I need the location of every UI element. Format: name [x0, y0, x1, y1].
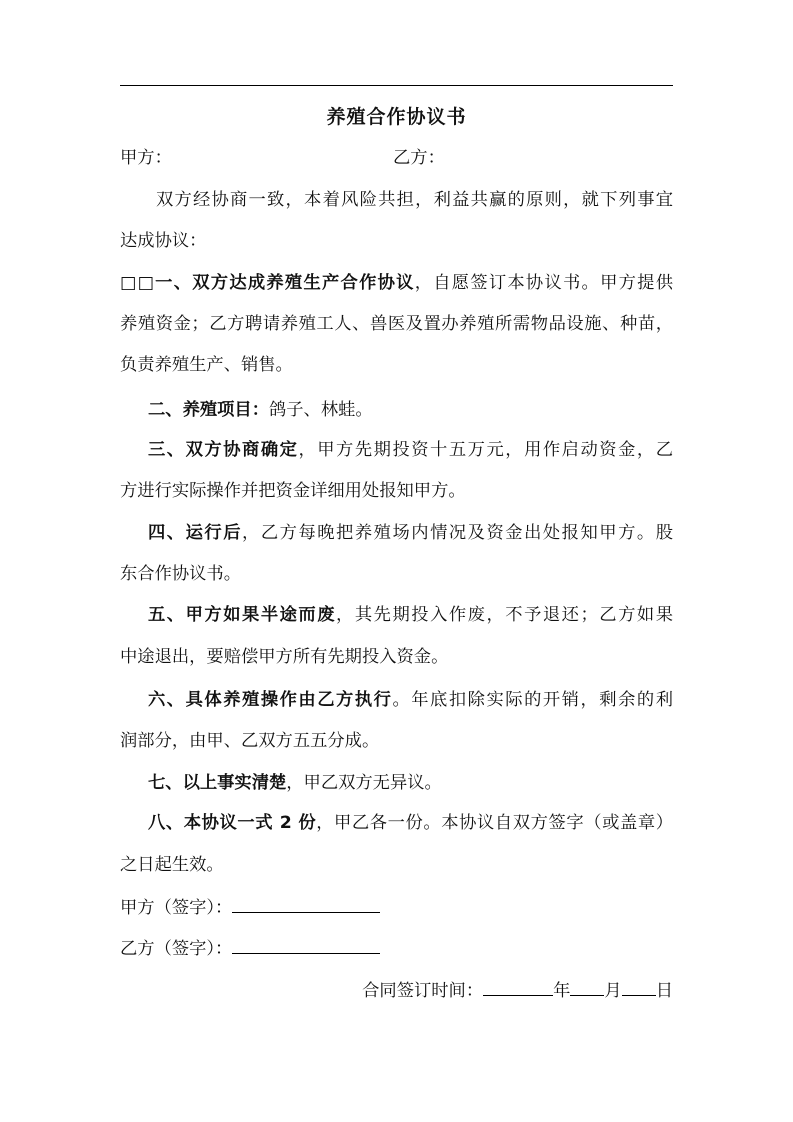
clause-4-line-2: 东合作协议书。	[120, 564, 241, 584]
clause-6-line-1	[120, 688, 673, 712]
clause-5-text: ，其先期投入作废，不予退还；乙方如果	[336, 605, 673, 625]
party-b-signature-line	[120, 937, 673, 961]
clause-8-line-2: 之日起生效。	[120, 855, 224, 875]
clause-2-heading: 二、养殖项目：	[148, 400, 269, 420]
clause-3-line-1	[120, 438, 673, 462]
clause-1-heading: 一、双方达成养殖生产合作协议	[155, 273, 415, 293]
party-a-signature-field[interactable]	[232, 896, 380, 913]
clause-1-line-2: 养殖资金；乙方聘请养殖工人、兽医及置办养殖所需物品设施、种苗，	[120, 314, 673, 334]
clause-2-text: 鸽子、林蛙。	[268, 400, 373, 420]
clause-1-line-3: 负责养殖生产、销售。	[120, 355, 293, 375]
party-b-signature-label: 乙方（签字）：	[120, 939, 233, 959]
clause-5-line-2: 中途退出，要赔偿甲方所有先期投入资金。	[120, 647, 449, 667]
clause-4-text: ，乙方每晚把养殖场内情况及资金出处报知甲方。股	[242, 523, 673, 543]
preamble-line-1: 双方经协商一致，本着风险共担，利益共赢的原则，就下列事宜	[156, 190, 673, 210]
day-field[interactable]	[622, 979, 656, 996]
party-b-label: 乙方：	[393, 148, 445, 168]
signing-date-line	[120, 979, 673, 1003]
document-title: 养殖合作协议书	[326, 106, 467, 128]
clause-7-heading: 七、以上事实清楚	[148, 773, 287, 793]
clause-8-line-1	[120, 811, 673, 835]
clause-4-line-1	[120, 521, 673, 545]
clause-6-line-2: 润部分，由甲、乙双方五五分成。	[120, 731, 380, 751]
clause-3-heading: 三、双方协商确定	[148, 440, 299, 460]
clause-3-line-2: 方进行实际操作并把资金详细用处报知甲方。	[120, 481, 466, 501]
clause-1-text: ，自愿签订本协议书。甲方提供	[414, 273, 673, 293]
year-unit: 年	[553, 981, 571, 1001]
header-rule	[120, 85, 673, 86]
signing-date-label: 合同签订时间：	[362, 981, 484, 1001]
party-b-signature-field[interactable]	[232, 937, 380, 954]
clause-7-line-1	[120, 771, 673, 795]
clause-5-heading: 五、甲方如果半途而废	[148, 605, 337, 625]
clause-3-text: ，甲方先期投资十五万元，用作启动资金，乙	[298, 440, 673, 460]
year-field[interactable]	[483, 979, 553, 996]
party-a-signature-label: 甲方（签字）：	[120, 898, 233, 918]
party-a-signature-line	[120, 896, 673, 920]
month-unit: 月	[604, 981, 622, 1001]
preamble-line-2: 达成协议：	[120, 231, 207, 251]
clause-5-line-1	[120, 603, 673, 627]
clause-6-heading: 六、具体养殖操作由乙方执行	[148, 690, 393, 710]
party-a-label: 甲方：	[120, 148, 172, 168]
clause-6-text: 。年底扣除实际的开销，剩余的利	[392, 690, 673, 710]
clause-4-heading: 四、运行后	[148, 523, 243, 543]
parties-line	[120, 146, 673, 170]
clause-7-text: ，甲乙双方无异议。	[286, 773, 442, 793]
clause-2-line-1	[120, 398, 673, 422]
clause-1-prefix: □□	[120, 273, 156, 293]
month-field[interactable]	[570, 979, 604, 996]
clause-8-text: ，甲乙各一份。本协议自双方签字（或盖章）	[316, 813, 673, 833]
clause-1-line-1	[120, 271, 673, 295]
day-unit: 日	[655, 981, 673, 1001]
clause-8-heading: 八、本协议一式 2 份	[148, 813, 317, 833]
